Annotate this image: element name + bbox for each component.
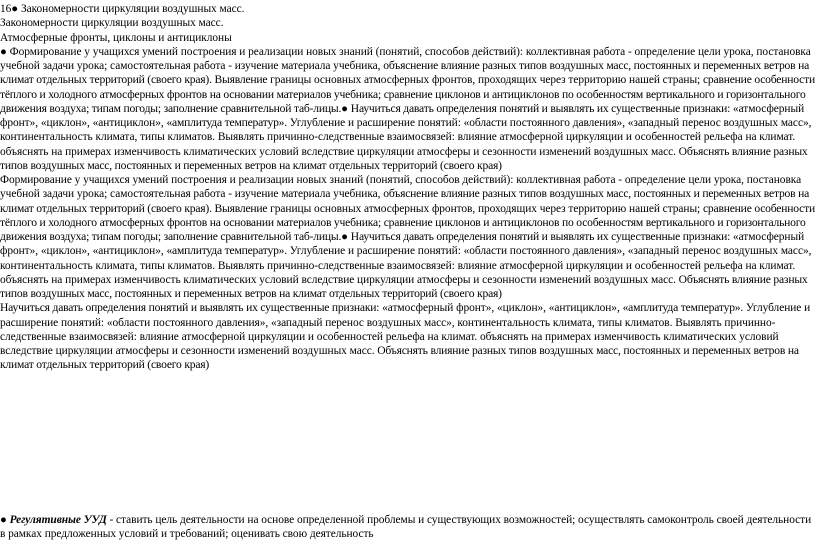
learn-text: Научиться давать определения понятий и выявлять их существенные признаки: (0, 301, 380, 315)
reveal-label: Выявление (211, 73, 268, 87)
deepening-text: Углубление и расширение понятий: «области постоянного давления», «западный перенос воздушных масс», континентальность климата, типы климатов. Выявлять причинно-следственные взаимосвязей: влияние атмосферной циркуляции и особенностей рельефа на климат. объяснять на примерах изменчивость климатических условий вследствие циркуляции атмосферы и сезонности изменений воздушных масс. (0, 245, 812, 286)
learn-text: Научиться давать определения понятий и выявлять их существенные признаки: (350, 230, 731, 243)
explanation-text: объяснение влияние разных типов воздушных масс, постоянных и переменных ветров на климат отдельных территорий (своего края). (0, 187, 810, 215)
explain-influence-text: Объяснять влияние разных типов воздушных масс, постоянных и переменных ветров на климат отдельных территорий (своего края) (0, 144, 808, 172)
deepening-text: Углубление и расширение понятий: «области постоянного давления», «западный перенос воздушных масс», континентальность климата, типы климатов. Выявлять причинно-следственные взаимосвязей: влияние атмосферной циркуляции и особенностей рельефа на климат. объяснять на примерах изменчивость климатических условий вследствие циркуляции атмосферы и сезонности изменений воздушных масс. (0, 302, 811, 357)
bullet-icon: ● (0, 45, 10, 58)
regulatory-uud-label: Регулятивные УУД (9, 514, 107, 526)
formation-text: Формирование у учащихся умений построения и реализации новых знаний (понятий, способов действий): коллективная работа - определение цели урока, постановка учебной задачи урока; самостоятельная работа - изучение материала учебника, (0, 174, 802, 201)
amplitude-text: «амплитуда температур». (622, 301, 744, 315)
regulatory-uud-line (0, 513, 816, 541)
paragraph-a (0, 45, 816, 173)
header-line-1 (0, 2, 816, 16)
formation-text: Формирование у учащихся умений построения и реализации новых знаний (понятий, способов действий): коллективная работа - определение цели урока, постановка учебной задачи урока; самостоятельная работа - изучение материала учебника, (0, 45, 811, 72)
bullet-icon: ● (341, 231, 351, 243)
header-line-2: Закономерности циркуляции воздушных масс. (0, 17, 224, 30)
bullet-icon: ● (341, 102, 351, 115)
terms-text: «атмосферный фронт», «циклон», «антициклон», (379, 302, 623, 315)
reveal-text: границы основных атмосферных фронтов, проходящих через территорию нашей страны; (267, 74, 703, 87)
document-body (0, 2, 816, 373)
explain-influence-text: Объяснять влияние разных типов воздушных масс, постоянных и переменных ветров на климат отдельных территорий (своего края) (0, 272, 808, 300)
terms-text: «атмосферный фронт», «циклон», «антициклон», (0, 231, 805, 258)
amplitude-text: «амплитуда температур». (166, 116, 287, 129)
explanation-text: объяснение влияние разных типов воздушных масс, постоянных и переменных ветров на климат отдельных территорий (своего края). (0, 59, 810, 87)
deepening-text: Углубление и расширение понятий: «области постоянного давления», «западный перенос воздушных масс», континентальность климата, типы климатов. Выявлять причинно-следственные взаимосвязей: влияние атмосферной циркуляции и особенностей рельефа на климат. объяснять на примерах изменчивость климатических условий вследствие циркуляции атмосферы и сезонности изменений воздушных масс. (0, 117, 812, 158)
reveal-label: Выявление (211, 201, 268, 215)
amplitude-text: «амплитуда температур». (166, 244, 287, 258)
regulatory-uud-section (0, 513, 816, 541)
compare-text: сравнение особенности тёплого и холодного атмосферных фронтов на основании материалов учебника; сравнение циклонов и антициклонов по особенностям вертикального и горизонтального движения воздуха; типам погоды; заполнение сравнительной таб-лицы. (0, 201, 815, 243)
header-line-3: Атмосферные фронты, циклоны и антициклоны (0, 31, 232, 44)
learn-text: Научиться давать определения понятий и выявлять их существенные признаки: (350, 101, 731, 115)
regulatory-uud-text: - ставить цель деятельности на основе определенной проблемы и существующих возможностей; осуществлять самоконтроль своей деятельности в рамках предложенных условий и требований; оценивать свою деятельность (0, 514, 812, 540)
paragraph-c (0, 301, 816, 372)
reveal-text: границы основных атмосферных фронтов, проходящих через территорию нашей страны; (267, 202, 703, 215)
compare-text: сравнение особенности тёплого и холодного атмосферных фронтов на основании материалов учебника; сравнение циклонов и антициклонов по особенностям вертикального и горизонтального движения воздуха; типам погоды; заполнение сравнительной таб-лицы. (0, 73, 815, 115)
lesson-number: 16 (0, 3, 12, 15)
bullet-icon: ● (11, 3, 19, 15)
terms-text: «атмосферный фронт», «циклон», «антициклон», (0, 102, 805, 129)
bullet-icon: ● (0, 514, 10, 526)
explain-influence-text: Объяснять влияние разных типов воздушных масс, постоянных и переменных ветров на климат отдельных территорий (своего края) (0, 344, 799, 372)
lesson-topic: Закономерности циркуляции воздушных масс. (18, 3, 245, 15)
paragraph-b (0, 173, 816, 301)
